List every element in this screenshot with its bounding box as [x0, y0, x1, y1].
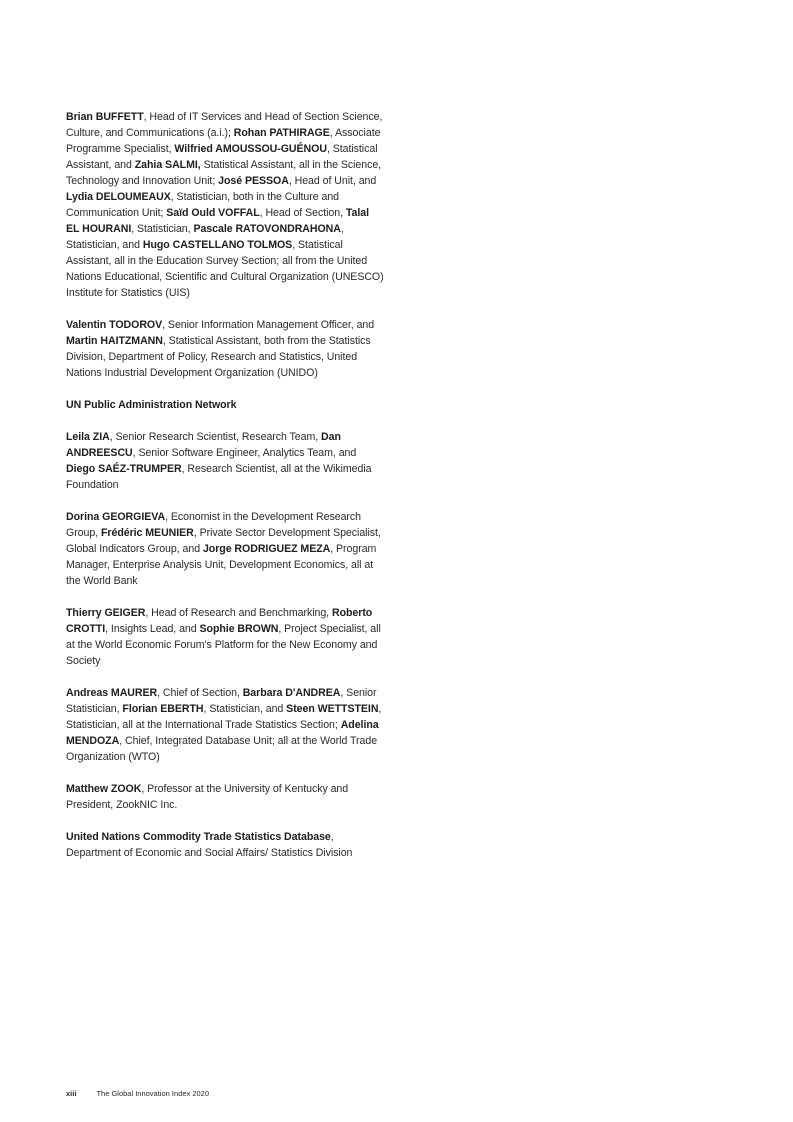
acknowledgement-paragraph	[66, 829, 384, 861]
acknowledgement-paragraph	[66, 109, 384, 301]
person-name: Jorge RODRIGUEZ MEZA	[202, 543, 331, 555]
paragraph-text: , Chief of Section,	[157, 687, 243, 699]
paragraph-text: , Senior Research Scientist, Research Team,	[109, 431, 322, 443]
person-name: Talal EL HOURANI	[66, 207, 369, 235]
person-name: Thierry GEIGER	[66, 607, 146, 619]
person-name: Saïd Ould VOFFAL	[166, 207, 260, 219]
paragraph-text: , Head of Research and Benchmarking,	[145, 607, 332, 619]
page-footer	[66, 1089, 209, 1099]
acknowledgement-paragraph	[66, 397, 384, 413]
person-name: Wilfried AMOUSSOU-GUÉNOU	[174, 143, 327, 155]
paragraph-text: , Statistical Assistant, and	[66, 143, 378, 171]
person-name: Frédéric MEUNIER	[100, 527, 194, 539]
person-name: Diego SAÉZ-TRUMPER	[66, 463, 182, 475]
paragraph-text: , Department of Economic and Social Affairs/ Statistics Division	[66, 831, 353, 859]
paragraph-text: , Statistician, all at the International Trade Statistics Section;	[66, 703, 382, 731]
paragraph-text: , Chief, Integrated Database Unit; all at the World Trade Organization (WTO)	[66, 735, 378, 763]
person-name: Brian BUFFETT	[66, 111, 144, 123]
paragraph-text: , Senior Software Engineer, Analytics Team, and	[132, 447, 357, 459]
acknowledgements-body	[66, 109, 384, 877]
acknowledgement-paragraph	[66, 685, 384, 765]
paragraph-text: , Head of Unit, and	[288, 175, 377, 187]
publication-title: The Global Innovation Index 2020	[96, 1089, 210, 1098]
person-name: Zahia SALMI,	[134, 159, 201, 171]
person-name: Andreas MAURER	[66, 687, 158, 699]
person-name: UN Public Administration Network	[66, 399, 237, 411]
paragraph-text: , Statistician,	[131, 223, 194, 235]
acknowledgement-paragraph	[66, 509, 384, 589]
paragraph-text: , Statistical Assistant, all in the Education Survey Section; all from the United Nations Educational, Scientific and Cultural Organization (UNESCO) Institute for Statistics (UIS)	[66, 239, 384, 299]
person-name: Steen WETTSTEIN	[286, 703, 379, 715]
person-name: Roberto CROTTI	[66, 607, 373, 635]
paragraph-text: , Economist in the Development Research Group,	[66, 511, 361, 539]
paragraph-text: , Research Scientist, all at the Wikimedia Foundation	[66, 463, 372, 491]
paragraph-text: , Head of Section,	[259, 207, 346, 219]
person-name: United Nations Commodity Trade Statistics Database	[66, 831, 331, 843]
paragraph-text: , Associate Programme Specialist,	[66, 127, 381, 155]
person-name: Dorina GEORGIEVA	[66, 511, 166, 523]
paragraph-text: Statistical Assistant, all in the Science, Technology and Innovation Unit;	[66, 159, 382, 187]
person-name: Sophie BROWN	[199, 623, 279, 635]
paragraph-text: , Statistician, and	[66, 223, 344, 251]
person-name: Hugo CASTELLANO TOLMOS	[142, 239, 293, 251]
acknowledgement-paragraph	[66, 317, 384, 381]
person-name: Florian EBERTH	[122, 703, 204, 715]
paragraph-text: , Statistician, both in the Culture and Communication Unit;	[66, 191, 340, 219]
person-name: Lydia DELOUMEAUX	[66, 191, 171, 203]
person-name: Barbara D'ANDREA	[242, 687, 341, 699]
acknowledgement-paragraph	[66, 429, 384, 493]
person-name: Rohan PATHIRAGE	[233, 127, 330, 139]
paragraph-text: , Private Sector Development Specialist, Global Indicators Group, and	[66, 527, 381, 555]
paragraph-text: , Head of IT Services and Head of Section Science, Culture, and Communications (a.i.);	[66, 111, 383, 139]
paragraph-text: , Statistician, and	[203, 703, 287, 715]
person-name: Martin HAITZMANN	[66, 335, 163, 347]
acknowledgement-paragraph	[66, 781, 384, 813]
paragraph-text: , Program Manager, Enterprise Analysis Unit, Development Economics, all at the World Bank	[66, 543, 377, 587]
person-name: Adelina MENDOZA	[66, 719, 379, 747]
acknowledgement-paragraph	[66, 605, 384, 669]
paragraph-text: , Insights Lead, and	[105, 623, 200, 635]
person-name: Matthew ZOOK	[66, 783, 142, 795]
person-name: Valentin TODOROV	[66, 319, 163, 331]
paragraph-text: , Project Specialist, all at the World Economic Forum's Platform for the New Economy and Society	[66, 623, 381, 667]
person-name: Pascale RATOVONDRAHONA	[193, 223, 341, 235]
paragraph-text: , Senior Information Management Officer, and	[162, 319, 375, 331]
paragraph-text: , Professor at the University of Kentucky and President, ZookNIC Inc.	[66, 783, 349, 811]
person-name: Leila ZIA	[66, 431, 110, 443]
person-name: Dan ANDREESCU	[66, 431, 341, 459]
page-number: xiii	[66, 1089, 77, 1098]
paragraph-text: , Senior Statistician,	[66, 687, 377, 715]
paragraph-text: , Statistical Assistant, both from the Statistics Division, Department of Policy, Research and Statistics, United Nations Industrial Development Organization (UNIDO)	[66, 335, 371, 379]
person-name: José PESSOA	[218, 175, 289, 187]
